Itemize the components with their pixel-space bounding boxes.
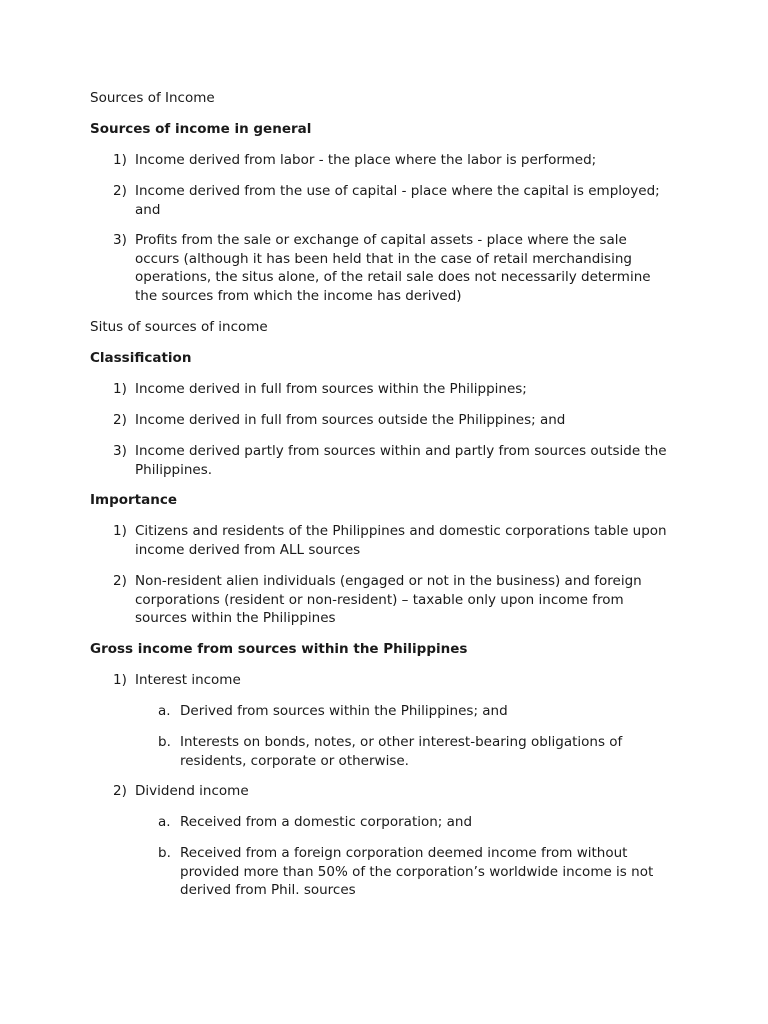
list-text: Income derived in full from sources within the Philippines; (135, 381, 527, 397)
sub-list-letter: b. (158, 845, 171, 861)
sub-list-letter: a. (158, 703, 171, 719)
list-number: 3) (113, 443, 127, 459)
list-text: Interest income (135, 672, 241, 688)
list-number: 2) (113, 783, 127, 799)
list-number: 3) (113, 232, 127, 248)
heading-sources-general: Sources of income in general (90, 121, 312, 137)
heading-importance: Importance (90, 492, 178, 508)
list-text: Income derived from the use of capital - place where the capital is employed; and (135, 183, 660, 218)
situs-paragraph: Situs of sources of income (90, 319, 268, 335)
sub-list-text: Derived from sources within the Philippines; and (180, 703, 508, 719)
list-number: 2) (113, 183, 127, 199)
list-number: 1) (113, 381, 127, 397)
list-number: 1) (113, 672, 127, 688)
document-title: Sources of Income (90, 90, 215, 106)
list-number: 1) (113, 152, 127, 168)
sub-list-text: Received from a foreign corporation deemed income from without provided more than 50% of the corporation’s worldwide income is not derived from Phil. sources (180, 845, 654, 898)
sub-list-text: Interests on bonds, notes, or other interest-bearing obligations of residents, corporate or otherwise. (180, 734, 623, 769)
list-text: Profits from the sale or exchange of capital assets - place where the sale occurs (although it has been held that in the case of retail merchandising operations, the situs alone, of the retail sale does not necessarily determine the sources from which the income has derived) (135, 232, 651, 304)
list-number: 2) (113, 412, 127, 428)
list-text: Income derived in full from sources outside the Philippines; and (135, 412, 566, 428)
list-number: 2) (113, 573, 127, 589)
heading-gross-income: Gross income from sources within the Philippines (90, 641, 468, 657)
sub-list-letter: a. (158, 814, 171, 830)
sub-list-text: Received from a domestic corporation; and (180, 814, 473, 830)
list-text: Citizens and residents of the Philippines and domestic corporations table upon income derived from ALL sources (135, 523, 667, 558)
list-number: 1) (113, 523, 127, 539)
list-text: Income derived partly from sources within and partly from sources outside the Philippines. (135, 443, 667, 478)
heading-classification: Classification (90, 350, 192, 366)
list-text: Income derived from labor - the place where the labor is performed; (135, 152, 597, 168)
list-text: Dividend income (135, 783, 249, 799)
sub-list-letter: b. (158, 734, 171, 750)
list-text: Non-resident alien individuals (engaged or not in the business) and foreign corporations (resident or non-resident) – taxable only upon income from sources within the Philippines (135, 573, 642, 626)
